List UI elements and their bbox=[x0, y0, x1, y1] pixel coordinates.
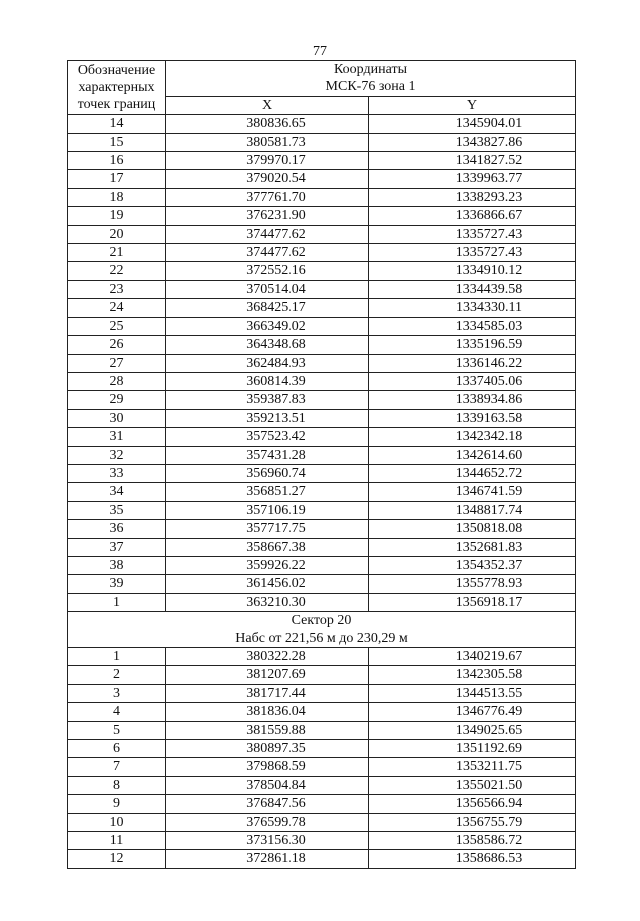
x-value-cell: 357431.28 bbox=[166, 446, 369, 464]
x-value-cell: 359387.83 bbox=[166, 391, 369, 409]
table-row bbox=[68, 520, 576, 538]
point-number-cell: 10 bbox=[68, 813, 166, 831]
x-value-cell: 361456.02 bbox=[166, 575, 369, 593]
table-row bbox=[68, 666, 576, 684]
point-number-cell: 8 bbox=[68, 776, 166, 794]
y-value-cell: 1350818.08 bbox=[369, 520, 576, 538]
x-value-cell: 357523.42 bbox=[166, 428, 369, 446]
table-row bbox=[68, 776, 576, 794]
y-value-cell: 1342342.18 bbox=[369, 428, 576, 446]
point-header-line-2: характерных bbox=[78, 79, 155, 95]
y-value-cell: 1335727.43 bbox=[369, 225, 576, 243]
y-value-cell: 1334585.03 bbox=[369, 317, 576, 335]
table-row bbox=[68, 409, 576, 427]
point-number-cell: 39 bbox=[68, 575, 166, 593]
table-row bbox=[68, 740, 576, 758]
sector-subtitle: Набс от 221,56 м до 230,29 м bbox=[235, 630, 408, 646]
point-number-cell: 5 bbox=[68, 721, 166, 739]
y-value-cell: 1334439.58 bbox=[369, 280, 576, 298]
point-number-cell: 26 bbox=[68, 336, 166, 354]
coordinates-header bbox=[166, 61, 576, 97]
y-value-cell: 1338293.23 bbox=[369, 188, 576, 206]
y-value-cell: 1340219.67 bbox=[369, 648, 576, 666]
point-number-cell: 25 bbox=[68, 317, 166, 335]
x-column-header: X bbox=[166, 96, 369, 114]
x-value-cell: 374477.62 bbox=[166, 244, 369, 262]
table-row bbox=[68, 225, 576, 243]
x-value-cell: 376599.78 bbox=[166, 813, 369, 831]
sector-title: Сектор 20 bbox=[291, 613, 352, 629]
x-value-cell: 379970.17 bbox=[166, 152, 369, 170]
table-row bbox=[68, 832, 576, 850]
table-row bbox=[68, 207, 576, 225]
point-number-cell: 11 bbox=[68, 832, 166, 850]
x-value-cell: 359213.51 bbox=[166, 409, 369, 427]
y-value-cell: 1356918.17 bbox=[369, 593, 576, 611]
point-number-cell: 4 bbox=[68, 703, 166, 721]
point-number-cell: 1 bbox=[68, 648, 166, 666]
table-row bbox=[68, 317, 576, 335]
table-row bbox=[68, 758, 576, 776]
point-column-header bbox=[68, 61, 166, 115]
table-row bbox=[68, 501, 576, 519]
table-row bbox=[68, 115, 576, 133]
point-number-cell: 29 bbox=[68, 391, 166, 409]
point-number-cell: 35 bbox=[68, 501, 166, 519]
x-value-cell: 364348.68 bbox=[166, 336, 369, 354]
table-row bbox=[68, 556, 576, 574]
y-value-cell: 1358586.72 bbox=[369, 832, 576, 850]
table-row bbox=[68, 850, 576, 868]
point-number-cell: 36 bbox=[68, 520, 166, 538]
table-row bbox=[68, 593, 576, 611]
x-value-cell: 381207.69 bbox=[166, 666, 369, 684]
y-value-cell: 1342305.58 bbox=[369, 666, 576, 684]
x-value-cell: 362484.93 bbox=[166, 354, 369, 372]
table-row bbox=[68, 244, 576, 262]
sector-title-cell bbox=[68, 612, 576, 648]
y-value-cell: 1354352.37 bbox=[369, 556, 576, 574]
table-row bbox=[68, 575, 576, 593]
y-value-cell: 1334910.12 bbox=[369, 262, 576, 280]
point-header-line-1: Обозначение bbox=[77, 62, 156, 78]
sector-header bbox=[68, 612, 576, 648]
y-value-cell: 1348817.74 bbox=[369, 501, 576, 519]
x-value-cell: 379868.59 bbox=[166, 758, 369, 776]
table-row bbox=[68, 133, 576, 151]
table-row bbox=[68, 299, 576, 317]
y-value-cell: 1344513.55 bbox=[369, 684, 576, 702]
point-number-cell: 6 bbox=[68, 740, 166, 758]
y-value-cell: 1349025.65 bbox=[369, 721, 576, 739]
y-value-cell: 1346741.59 bbox=[369, 483, 576, 501]
point-number-cell: 33 bbox=[68, 464, 166, 482]
y-value-cell: 1351192.69 bbox=[369, 740, 576, 758]
point-number-cell: 17 bbox=[68, 170, 166, 188]
table-row bbox=[68, 464, 576, 482]
point-number-cell: 31 bbox=[68, 428, 166, 446]
table-row bbox=[68, 336, 576, 354]
y-value-cell: 1356755.79 bbox=[369, 813, 576, 831]
point-number-cell: 38 bbox=[68, 556, 166, 574]
y-value-cell: 1355021.50 bbox=[369, 776, 576, 794]
table-row bbox=[68, 391, 576, 409]
y-value-cell: 1339963.77 bbox=[369, 170, 576, 188]
table-body-main bbox=[68, 115, 576, 612]
y-value-cell: 1335196.59 bbox=[369, 336, 576, 354]
table-row bbox=[68, 648, 576, 666]
coordinates-title: Координаты bbox=[334, 62, 407, 77]
y-value-cell: 1346776.49 bbox=[369, 703, 576, 721]
point-number-cell: 1 bbox=[68, 593, 166, 611]
x-value-cell: 376847.56 bbox=[166, 795, 369, 813]
table-row bbox=[68, 262, 576, 280]
y-value-cell: 1358686.53 bbox=[369, 850, 576, 868]
table-row bbox=[68, 428, 576, 446]
y-value-cell: 1341827.52 bbox=[369, 152, 576, 170]
x-value-cell: 381836.04 bbox=[166, 703, 369, 721]
x-value-cell: 366349.02 bbox=[166, 317, 369, 335]
y-value-cell: 1352681.83 bbox=[369, 538, 576, 556]
y-value-cell: 1338934.86 bbox=[369, 391, 576, 409]
point-number-cell: 12 bbox=[68, 850, 166, 868]
x-value-cell: 360814.39 bbox=[166, 372, 369, 390]
point-number-cell: 23 bbox=[68, 280, 166, 298]
point-number-cell: 21 bbox=[68, 244, 166, 262]
y-value-cell: 1345904.01 bbox=[369, 115, 576, 133]
y-value-cell: 1342614.60 bbox=[369, 446, 576, 464]
point-number-cell: 28 bbox=[68, 372, 166, 390]
point-number-cell: 24 bbox=[68, 299, 166, 317]
point-number-cell: 14 bbox=[68, 115, 166, 133]
point-number-cell: 34 bbox=[68, 483, 166, 501]
table-row bbox=[68, 684, 576, 702]
x-value-cell: 363210.30 bbox=[166, 593, 369, 611]
x-value-cell: 376231.90 bbox=[166, 207, 369, 225]
table-row bbox=[68, 483, 576, 501]
y-value-cell: 1336146.22 bbox=[369, 354, 576, 372]
x-value-cell: 357717.75 bbox=[166, 520, 369, 538]
table-row bbox=[68, 538, 576, 556]
point-number-cell: 30 bbox=[68, 409, 166, 427]
x-value-cell: 380581.73 bbox=[166, 133, 369, 151]
y-value-cell: 1353211.75 bbox=[369, 758, 576, 776]
x-value-cell: 380322.28 bbox=[166, 648, 369, 666]
table-row bbox=[68, 813, 576, 831]
point-number-cell: 22 bbox=[68, 262, 166, 280]
point-number-cell: 32 bbox=[68, 446, 166, 464]
point-number-cell: 19 bbox=[68, 207, 166, 225]
point-header-line-3: точек границ bbox=[77, 97, 156, 113]
point-number-cell: 15 bbox=[68, 133, 166, 151]
x-value-cell: 380897.35 bbox=[166, 740, 369, 758]
point-number-cell: 27 bbox=[68, 354, 166, 372]
x-value-cell: 380836.65 bbox=[166, 115, 369, 133]
y-value-cell: 1343827.86 bbox=[369, 133, 576, 151]
x-value-cell: 377761.70 bbox=[166, 188, 369, 206]
y-value-cell: 1334330.11 bbox=[369, 299, 576, 317]
x-value-cell: 370514.04 bbox=[166, 280, 369, 298]
x-value-cell: 356960.74 bbox=[166, 464, 369, 482]
table-row bbox=[68, 280, 576, 298]
point-number-cell: 16 bbox=[68, 152, 166, 170]
table-row bbox=[68, 446, 576, 464]
y-value-cell: 1356566.94 bbox=[369, 795, 576, 813]
x-value-cell: 358667.38 bbox=[166, 538, 369, 556]
table-row bbox=[68, 188, 576, 206]
y-value-cell: 1344652.72 bbox=[369, 464, 576, 482]
point-number-cell: 2 bbox=[68, 666, 166, 684]
table-row bbox=[68, 721, 576, 739]
x-value-cell: 368425.17 bbox=[166, 299, 369, 317]
x-value-cell: 373156.30 bbox=[166, 832, 369, 850]
x-value-cell: 381717.44 bbox=[166, 684, 369, 702]
x-value-cell: 372552.16 bbox=[166, 262, 369, 280]
y-value-cell: 1335727.43 bbox=[369, 244, 576, 262]
table-row bbox=[68, 372, 576, 390]
table-row bbox=[68, 354, 576, 372]
x-value-cell: 357106.19 bbox=[166, 501, 369, 519]
x-value-cell: 359926.22 bbox=[166, 556, 369, 574]
table-row bbox=[68, 703, 576, 721]
point-number-cell: 37 bbox=[68, 538, 166, 556]
point-number-cell: 7 bbox=[68, 758, 166, 776]
table-body-sector bbox=[68, 648, 576, 869]
point-number-cell: 20 bbox=[68, 225, 166, 243]
y-value-cell: 1355778.93 bbox=[369, 575, 576, 593]
point-number-cell: 3 bbox=[68, 684, 166, 702]
y-value-cell: 1337405.06 bbox=[369, 372, 576, 390]
coordinates-system: МСК-76 зона 1 bbox=[325, 79, 416, 95]
point-number-cell: 9 bbox=[68, 795, 166, 813]
y-value-cell: 1339163.58 bbox=[369, 409, 576, 427]
point-number-cell: 18 bbox=[68, 188, 166, 206]
table-row bbox=[68, 170, 576, 188]
table-row bbox=[68, 795, 576, 813]
x-value-cell: 374477.62 bbox=[166, 225, 369, 243]
x-value-cell: 372861.18 bbox=[166, 850, 369, 868]
x-value-cell: 378504.84 bbox=[166, 776, 369, 794]
x-value-cell: 379020.54 bbox=[166, 170, 369, 188]
coordinates-table bbox=[67, 60, 576, 869]
y-value-cell: 1336866.67 bbox=[369, 207, 576, 225]
page-number: 77 bbox=[313, 44, 327, 59]
x-value-cell: 356851.27 bbox=[166, 483, 369, 501]
x-value-cell: 381559.88 bbox=[166, 721, 369, 739]
y-column-header: Y bbox=[369, 96, 576, 114]
table-row bbox=[68, 152, 576, 170]
